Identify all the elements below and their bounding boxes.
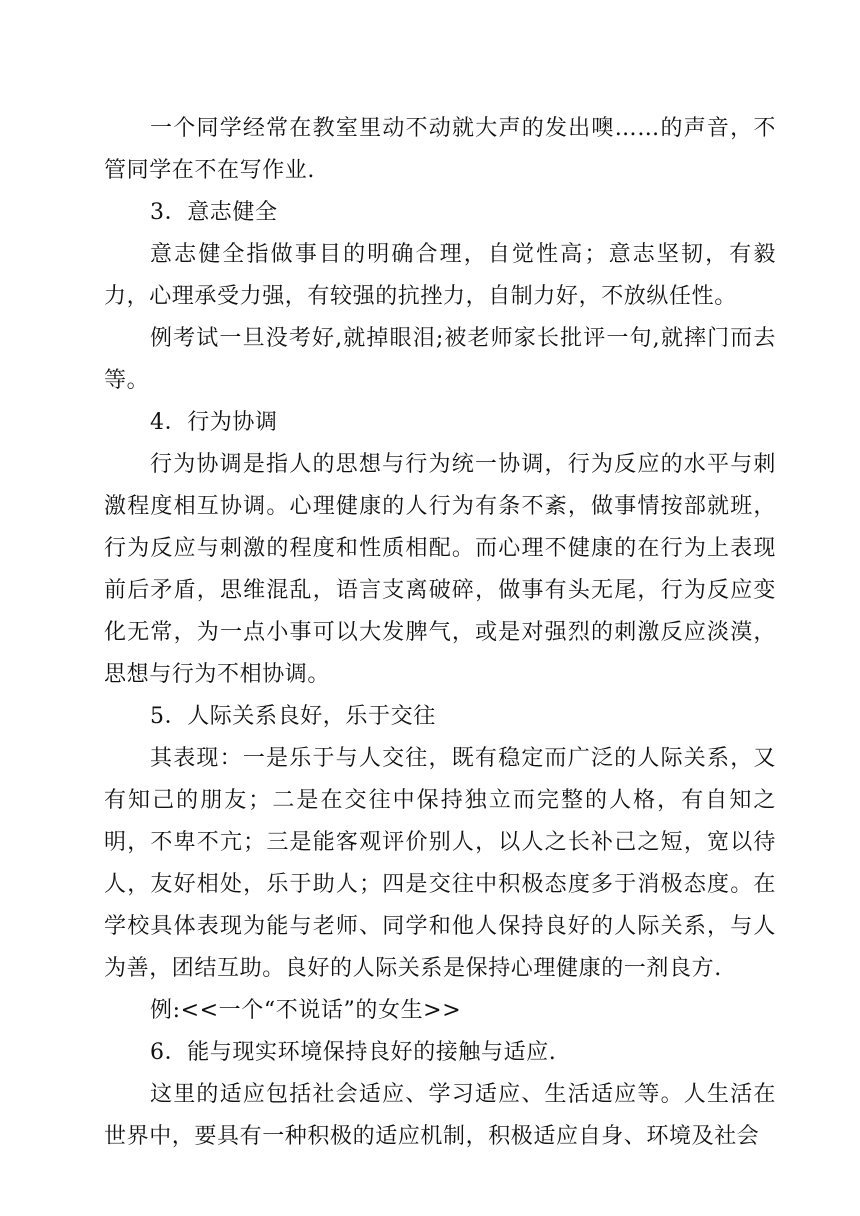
paragraph: 例考试一旦没考好,就掉眼泪;被老师家长批评一句,就摔门而去等。: [104, 326, 776, 393]
paragraph: 这里的适应包括社会适应、学习适应、生活适应等。人生活在世界中，要具有一种积极的适应机制，积极适应自身、环境及社会: [104, 1082, 776, 1149]
section-heading: 3．意志健全: [150, 200, 278, 225]
paragraph: 行为协调是指人的思想与行为统一协调，行为反应的水平与刺激程度相互协调。心理健康的人行为有条不紊，做事情按部就班，行为反应与刺激的程度和性质相配。而心理不健康的在行为上表现前后矛盾，思维混乱，语言支离破碎，做事有头无尾，行为反应变化无常，为一点小事可以大发脾气，或是对强烈的刺激反应淡漠，思想与行为不相协调。: [104, 452, 776, 687]
paragraph: 一个同学经常在教室里动不动就大声的发出噢……的声音，不管同学在不在写作业.: [104, 116, 776, 183]
document-page: [104, 108, 776, 1158]
paragraph: 其表现：一是乐于与人交往，既有稳定而广泛的人际关系，又有知己的朋友；二是在交往中保持独立而完整的人格，有自知之明，不卑不亢；三是能客观评价别人，以人之长补己之短，宽以待人，友好相处，乐于助人；四是交往中积极态度多于消极态度。在学校具体表现为能与老师、同学和他人保持良好的人际关系，与人为善，团结互助。良好的人际关系是保持心理健康的一剂良方.: [104, 746, 776, 981]
example-line: 例:<<一个“不说话”的女生>>: [150, 998, 462, 1023]
section-heading: 6．能与现实环境保持良好的接触与适应.: [150, 1040, 557, 1065]
section-heading: 5．人际关系良好，乐于交往: [150, 704, 436, 729]
paragraph: 意志健全指做事目的明确合理，自觉性高；意志坚韧，有毅力，心理承受力强，有较强的抗挫力，自制力好，不放纵任性。: [104, 242, 776, 309]
section-heading: 4．行为协调: [150, 410, 278, 435]
